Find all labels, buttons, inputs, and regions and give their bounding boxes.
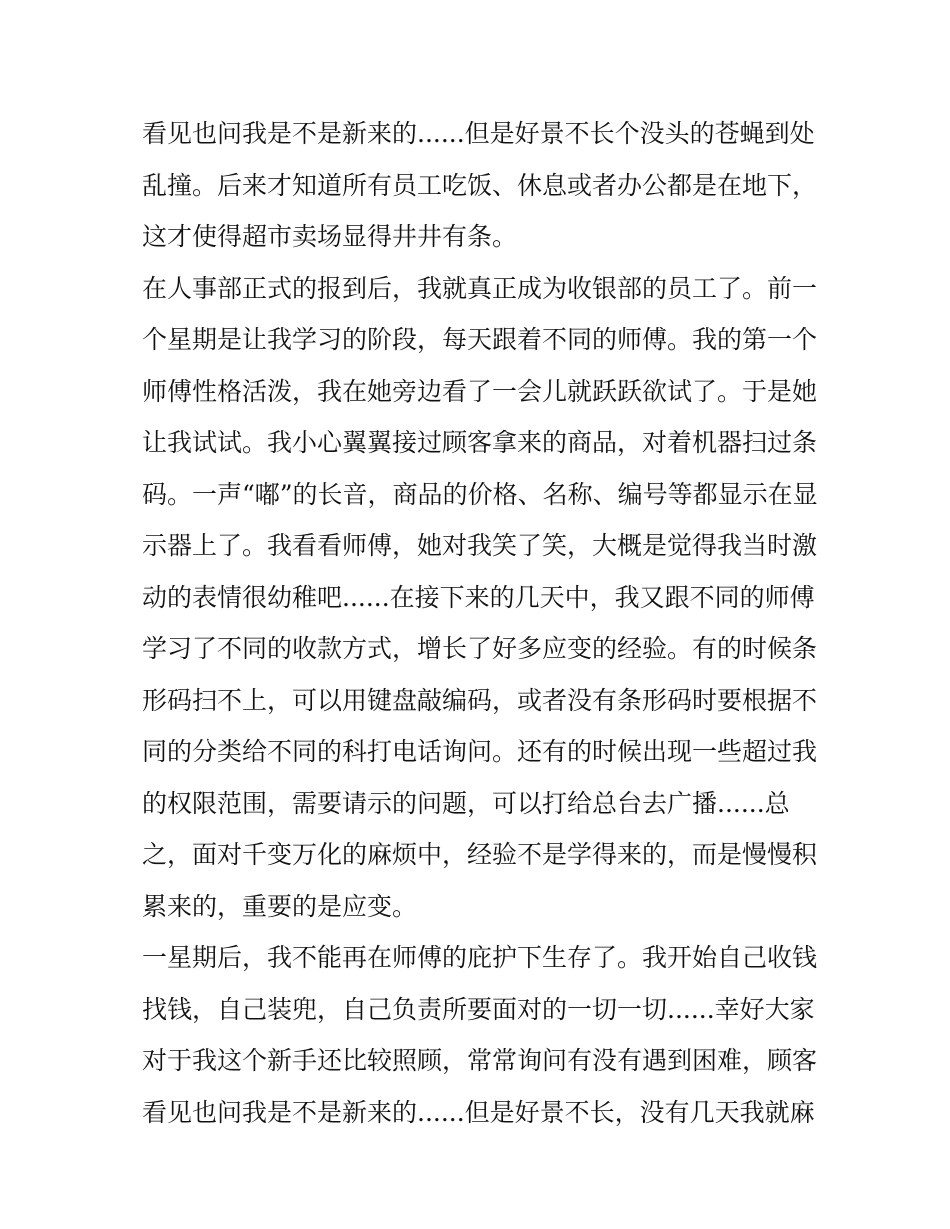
text-line: 让我试试。我小心翼翼接过顾客拿来的商品，对着机器扫过条	[142, 428, 818, 457]
text-line: 同的分类给不同的科打电话询问。还有的时候出现一些超过我	[142, 737, 818, 766]
text-line: 形码扫不上，可以用键盘敲编码，或者没有条形码时要根据不	[142, 685, 818, 715]
text-line: 乱撞。后来才知道所有员工吃饭、休息或者办公都是在地下，	[142, 170, 818, 200]
text-line: 看见也问我是不是新来的......但是好景不长个没头的苍蝇到处	[142, 119, 815, 148]
text-line: 累来的，重要的是应变。	[142, 891, 418, 921]
text-line: 示器上了。我看看师傅，她对我笑了笑，大概是觉得我当时激	[142, 531, 818, 560]
text-line: 看见也问我是不是新来的......但是好景不长，没有几天我就麻	[142, 1097, 815, 1127]
document-body	[142, 108, 822, 1138]
text-line: 在人事部正式的报到后，我就真正成为收银部的员工了。前一	[142, 273, 818, 303]
text-line: 找钱，自己装兜，自己负责所要面对的一切一切......幸好大家	[142, 994, 815, 1024]
text-line: 个星期是让我学习的阶段，每天跟着不同的师傅。我的第一个	[142, 325, 818, 354]
text-line: 这才使得超市卖场显得井井有条。	[142, 222, 518, 251]
text-line: 师傅性格活泼，我在她旁边看了一会儿就跃跃欲试了。于是她	[142, 376, 818, 406]
text-line: 学习了不同的收款方式，增长了好多应变的经验。有的时候条	[142, 634, 818, 663]
text-line: 一星期后，我不能再在师傅的庇护下生存了。我开始自己收钱	[142, 943, 818, 972]
text-line: 的权限范围，需要请示的问题，可以打给总台去广播......总	[142, 788, 790, 818]
text-line: 码。一声“嘟”的长音，商品的价格、名称、编号等都显示在显	[142, 479, 818, 509]
text-line: 之，面对千变万化的麻烦中，经验不是学得来的，而是慢慢积	[142, 840, 818, 869]
text-line: 动的表情很幼稚吧......在接下来的几天中，我又跟不同的师傅	[142, 582, 815, 612]
text-line: 对于我这个新手还比较照顾，常常询问有没有遇到困难，顾客	[142, 1046, 818, 1075]
